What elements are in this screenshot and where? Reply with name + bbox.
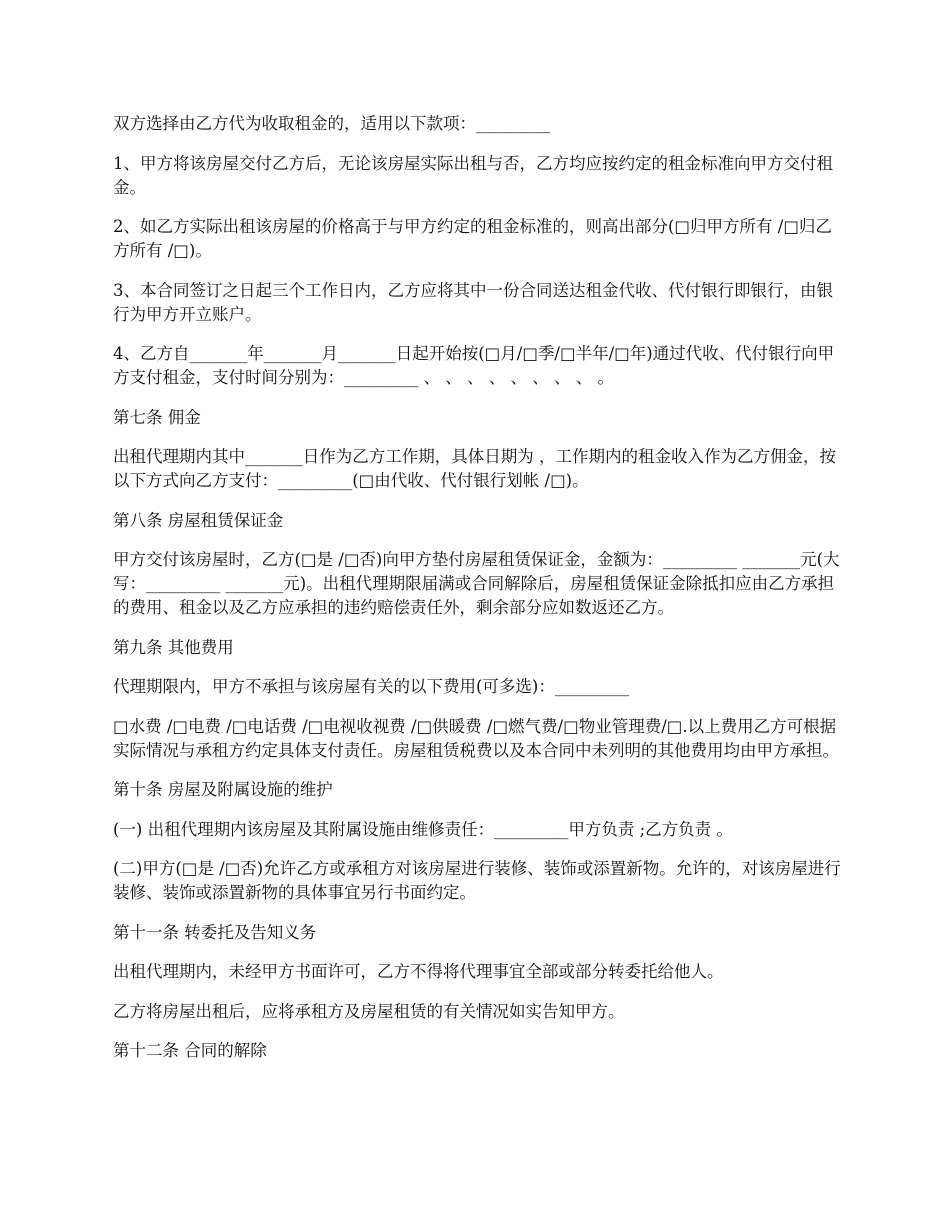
document-body [113,112,843,1079]
paragraph-clause-4: 4、乙方自_______年_______月_______日起开始按(□月/□季/□半年/□年)通过代收、代付银行向甲方支付租金，支付时间分别为：_________ 、 、 、 、 、 、 、 、 。 [113,344,835,387]
paragraph-fee-list: □水费 /□电费 /□电话费 /□电视收视费 /□供暖费 /□燃气费/□物业管理费/□.以上费用乙方可根据实际情况与承租方约定具体支付责任。房屋租赁税费以及本合同中未列明的其他费用均由甲方承担。 [113,716,839,760]
section-heading-article-9: 第九条 其他费用 [113,637,234,657]
section-heading-article-7: 第七条 佣金 [113,407,201,427]
section-heading-article-8: 第八条 房屋租赁保证金 [113,510,284,530]
paragraph-clause-1: 1、甲方将该房屋交付乙方后，无论该房屋实际出租与否，乙方均应按约定的租金标准向甲方交付租金。 [113,153,833,197]
section-heading-article-11: 第十一条 转委托及告知义务 [113,922,317,942]
paragraph-deposit: 甲方交付该房屋时，乙方(□是 /□否)向甲方垫付房屋租赁保证金，金额为：_________ _______元(大写：_________ _______元)。出租代理期限届满或合同解除后，房屋租赁保证金除抵扣应由乙方承担的费用、租金以及乙方应承担的违约赔偿责任外，剩余部分应如数返还乙方。 [113,550,840,617]
paragraph-maintenance-2: (二)甲方(□是 /□否)允许乙方或承租方对该房屋进行装修、装饰或添置新物。允许的，对该房屋进行装修、装饰或添置新物的具体事宜另行书面约定。 [113,859,841,902]
paragraph-clause-3: 3、本合同签订之日起三个工作日内，乙方应将其中一份合同送达租金代收、代付银行即银行，由银行为甲方开立账户。 [113,280,833,324]
paragraph-notification: 乙方将房屋出租后，应将承租方及房屋租赁的有关情况如实告知甲方。 [113,1001,625,1021]
paragraph-rent-collection-intro: 双方选择由乙方代为收取租金的，适用以下款项：_________ [113,114,551,133]
section-heading-article-12: 第十二条 合同的解除 [113,1041,267,1060]
paragraph-maintenance-1: (一) 出租代理期内该房屋及其附属设施由维修责任：_________甲方负责 ;乙方负责 。 [113,819,733,839]
paragraph-commission: 出租代理期内其中_______日作为乙方工作期，具体日期为 ，工作期内的租金收入作为乙方佣金，按以下方式向乙方支付：_________(□由代收、代付银行划帐 /□)。 [113,447,836,490]
section-heading-article-10: 第十条 房屋及附属设施的维护 [113,780,333,799]
paragraph-clause-2: 2、如乙方实际出租该房屋的价格高于与甲方约定的租金标准的，则高出部分(□归甲方所有 /□归乙方所有 /□)。 [113,217,832,260]
paragraph-other-fees-intro: 代理期限内，甲方不承担与该房屋有关的以下费用(可多选)：_________ [113,677,630,696]
paragraph-subdelegation: 出租代理期内，未经甲方书面许可，乙方不得将代理事宜全部或部分转委托给他人。 [113,962,724,981]
